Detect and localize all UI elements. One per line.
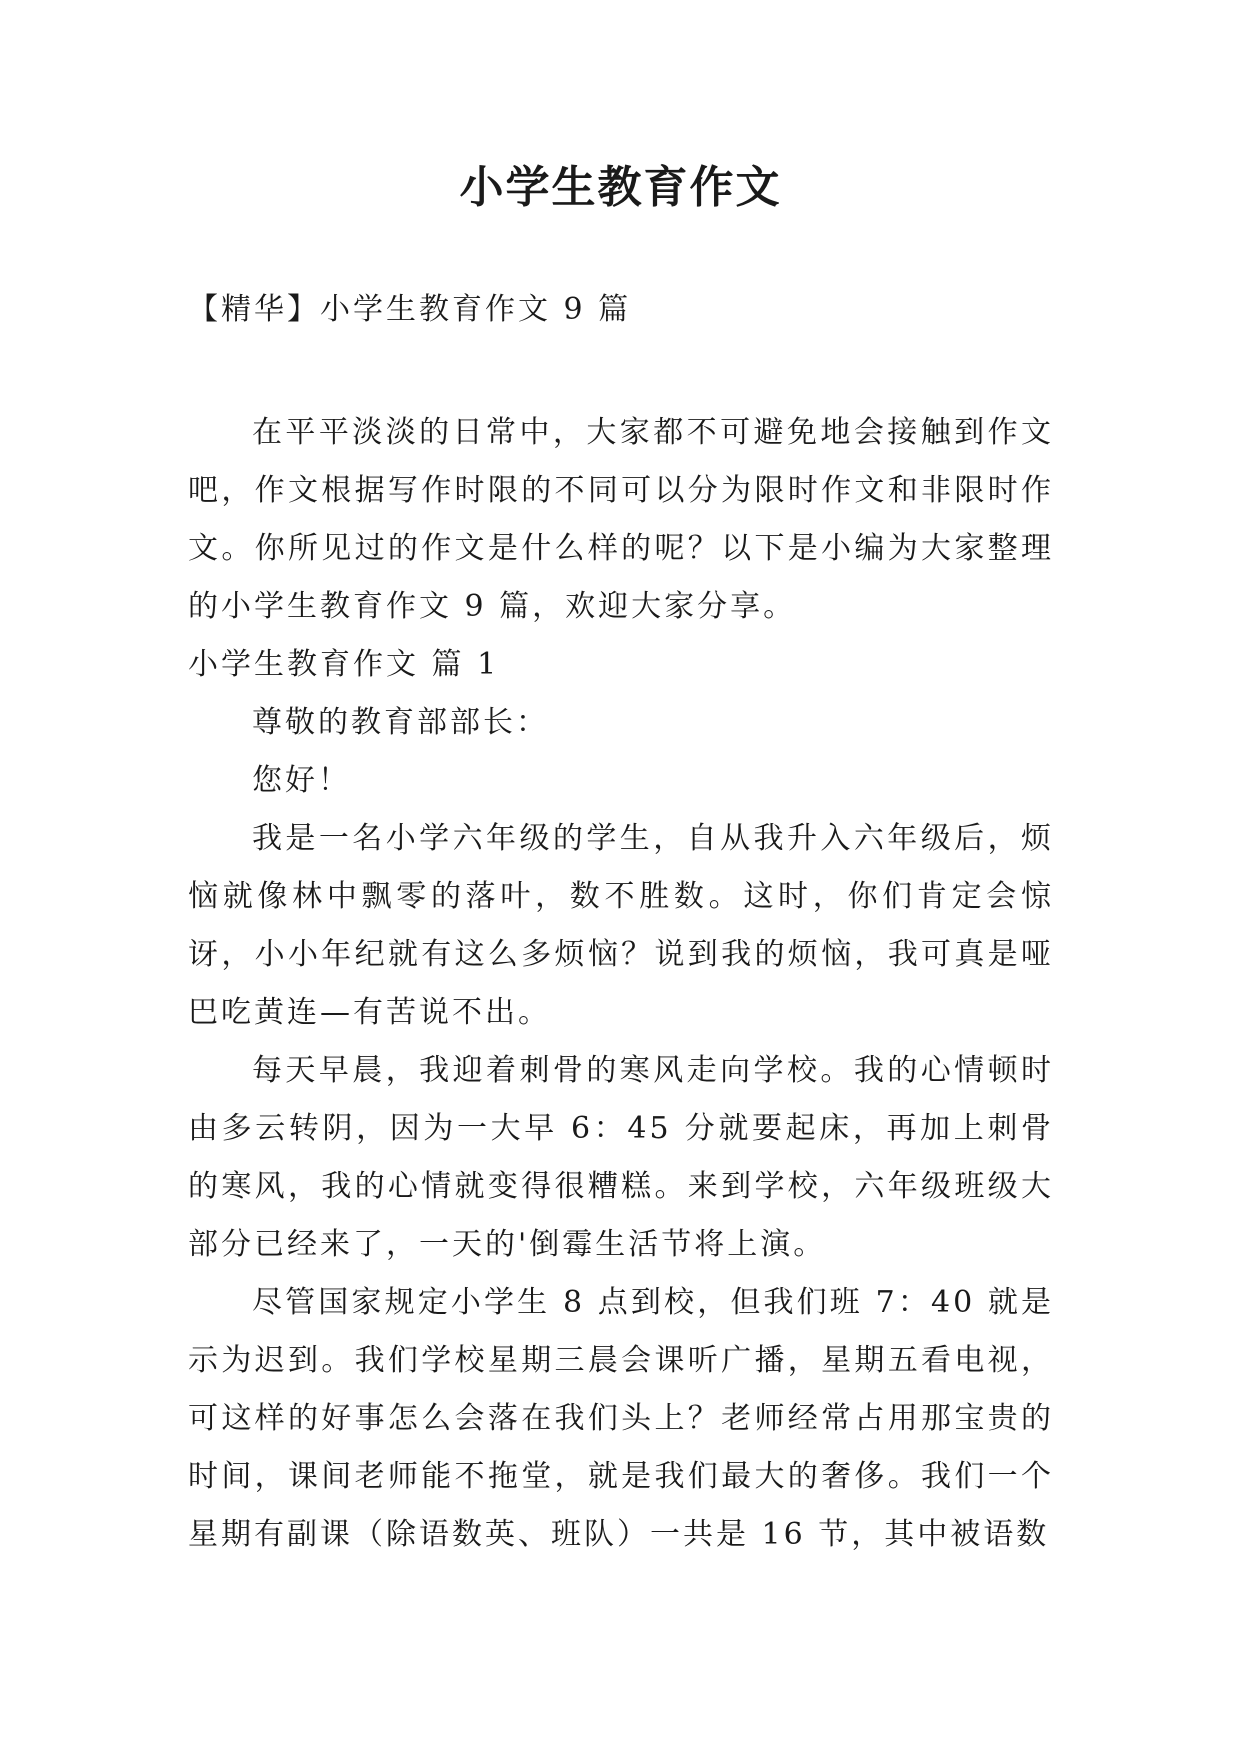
paragraph: 尊敬的教育部部长： (252, 705, 549, 740)
document-title: 小学生教育作文 (459, 162, 782, 213)
paragraph: 尽管国家规定小学生 8 点到校，但我们班 7：40 就是示为迟到。我们学校星期三晨会课听广播，星期五看电视，可这样的好事怎么会落在我们头上？老师经常占用那宝贵的时间，课间老师能不拖堂，就是我们最大的奢侈。我们一个星期有副课（除语数英、班队）一共是 16 节，其中被语数 (188, 1285, 1054, 1552)
paragraph: 每天早晨，我迎着刺骨的寒风走向学校。我的心情顿时由多云转阴，因为一大早 6：45 分就要起床，再加上刺骨的寒风，我的心情就变得很糟糕。来到学校，六年级班级大部分已经来了，一天的'倒霉生活节将上演。 (188, 1053, 1054, 1262)
document-subtitle: 【精华】小学生教育作文 9 篇 (188, 292, 632, 327)
paragraph: 您好！ (252, 763, 351, 798)
document-body (188, 404, 1054, 1564)
paragraph: 在平平淡淡的日常中，大家都不可避免地会接触到作文吧，作文根据写作时限的不同可以分为限时作文和非限时作文。你所见过的作文是什么样的呢？以下是小编为大家整理的小学生教育作文 9 篇，欢迎大家分享。 (188, 415, 1054, 624)
paragraph: 我是一名小学六年级的学生，自从我升入六年级后，烦恼就像林中飘零的落叶，数不胜数。这时，你们肯定会惊讶，小小年纪就有这么多烦恼？说到我的烦恼，我可真是哑巴吃黄连—有苦说不出。 (188, 821, 1054, 1030)
section-heading: 小学生教育作文 篇 1 (188, 647, 500, 682)
